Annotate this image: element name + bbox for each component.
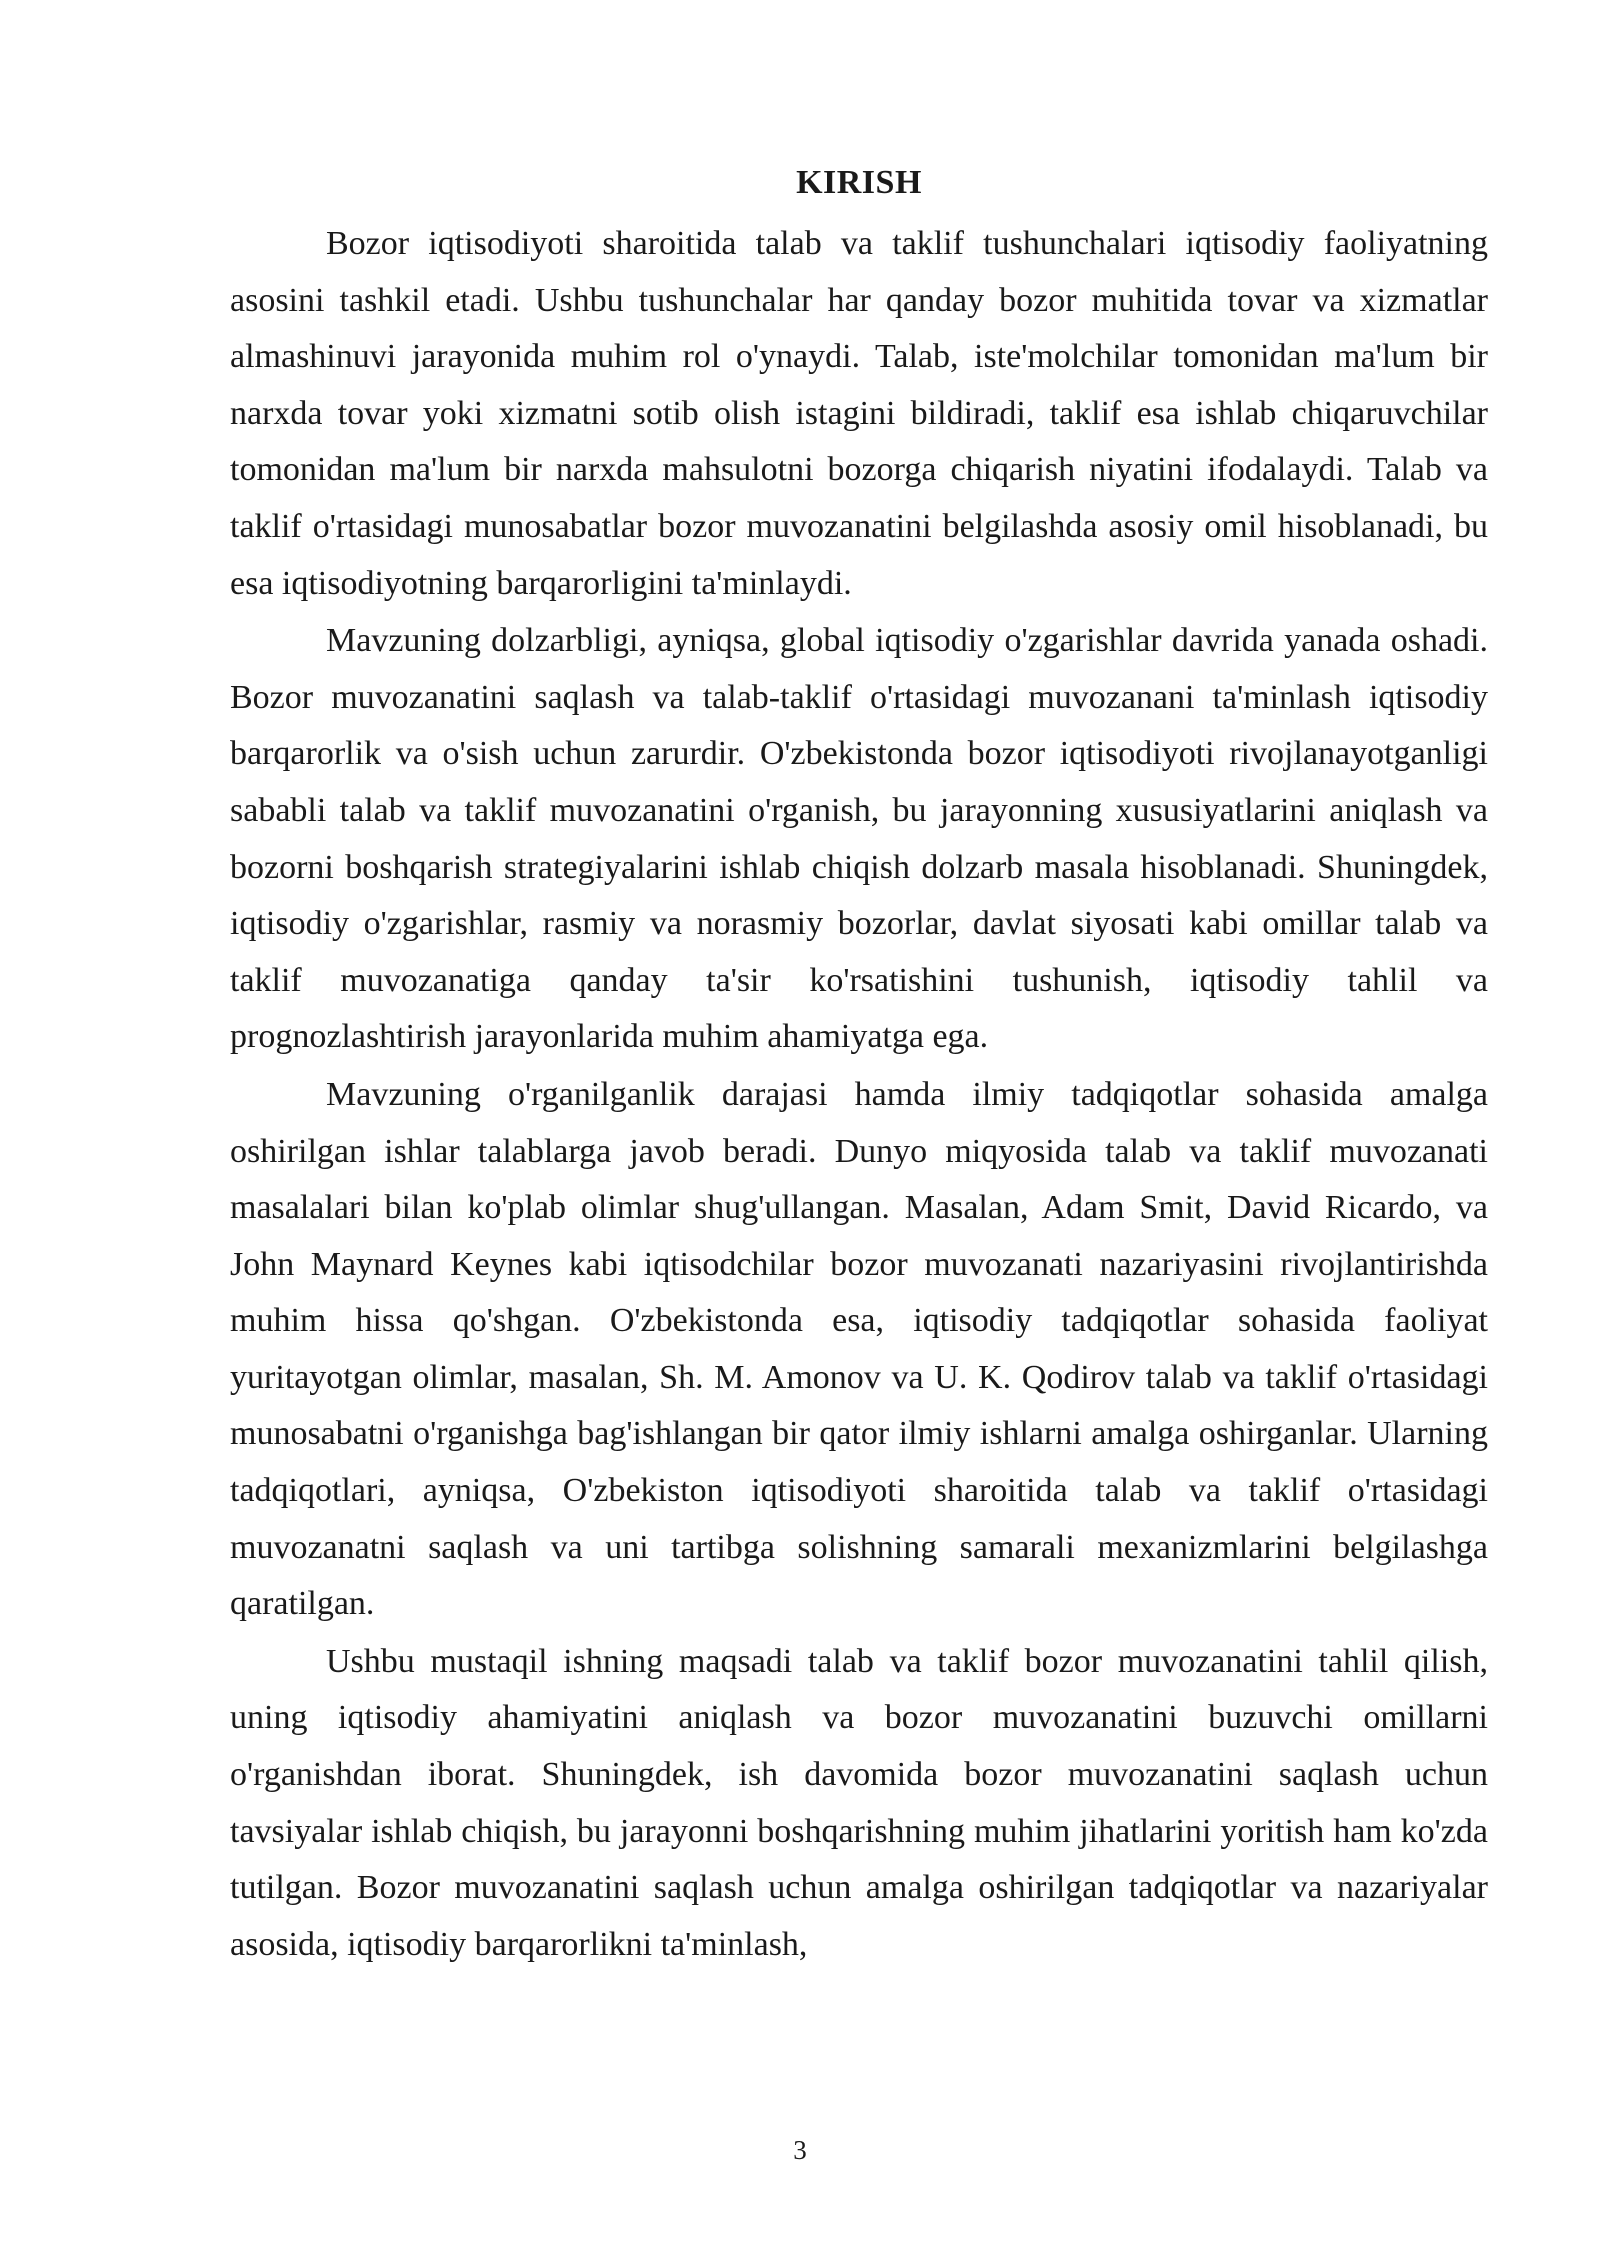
section-title: KIRISH: [796, 164, 922, 201]
paragraph-intro: Bozor iqtisodiyoti sharoitida talab va taklif tushunchalari iqtisodiy faoliyatning asosini tashkil etadi. Ushbu tushunchalar har qanday bozor muhitida tovar va xizmatlar almashinuvi jarayonida muhim rol o'ynaydi. Talab, iste'molchilar tomonidan ma'lum bir narxda tovar yoki xizmatni sotib olish istagini bildiradi, taklif esa ishlab chiqaruvchilar tomonidan ma'lum bir narxda mahsulotni bozorga chiqarish niyatini ifodalaydi. Talab va taklif o'rtasidagi munosabatlar bozor muvozanatini belgilashda asosiy omil hisoblanadi, bu esa iqtisodiyotning barqarorligini ta'minlaydi.: [230, 225, 1488, 602]
paragraph-study-degree: Mavzuning o'rganilganlik darajasi hamda ilmiy tadqiqotlar sohasida amalga oshirilgan ishlar talablarga javob beradi. Dunyo miqyosida talab va taklif muvozanati masalalari bilan ko'plab olimlar shug'ullangan. Masalan, Adam Smit, David Ricardo, va John Maynard Keynes kabi iqtisodchilar bozor muvozanati nazariyasini rivojlantirishda muhim hissa qo'shgan. O'zbekistonda esa, iqtisodiy tadqiqotlar sohasida faoliyat yuritayotgan olimlar, masalan, Sh. M. Amonov va U. K. Qodirov talab va taklif o'rtasidagi munosabatni o'rganishga bag'ishlangan bir qator ilmiy ishlarni amalga oshirganlar. Ularning tadqiqotlari, ayniqsa, O'zbekiston iqtisodiyoti sharoitida talab va taklif o'rtasidagi muvozanatni saqlash va uni tartibga solishning samarali mexanizmlarini belgilashga qaratilgan.: [230, 1075, 1488, 1623]
page-number: 3: [793, 2135, 807, 2165]
paragraph-relevance: Mavzuning dolzarbligi, ayniqsa, global iqtisodiy o'zgarishlar davrida yanada oshadi. Bozor muvozanatini saqlash va talab-taklif o'rtasidagi muvozanani ta'minlash iqtisodiy barqarorlik va o'sish uchun zarurdir. O'zbekistonda bozor iqtisodiyoti rivojlanayotganligi sababli talab va taklif muvozanatini o'rganish, bu jarayonning xususiyatlarini aniqlash va bozorni boshqarish strategiyalarini ishlab chiqish dolzarb masala hisoblanadi. Shuningdek, iqtisodiy o'zgarishlar, rasmiy va norasmiy bozorlar, davlat siyosati kabi omillar talab va taklif muvozanatiga qanday ta'sir ko'rsatishini tushunish, iqtisodiy tahlil va prognozlashtirish jarayonlarida muhim ahamiyatga ega.: [230, 622, 1488, 1056]
paragraph-goal: Ushbu mustaqil ishning maqsadi talab va taklif bozor muvozanatini tahlil qilish, uning iqtisodiy ahamiyatini aniqlash va bozor muvozanatini buzuvchi omillarni o'rganishdan iborat. Shuningdek, ish davomida bozor muvozanatini saqlash uchun tavsiyalar ishlab chiqish, bu jarayonni boshqarishning muhim jihatlarini yoritish ham ko'zda tutilgan. Bozor muvozanatini saqlash uchun amalga oshirilgan tadqiqotlar va nazariyalar asosida, iqtisodiy barqarorlikni ta'minlash,: [230, 1642, 1488, 1963]
document-page: [230, 160, 1488, 1974]
